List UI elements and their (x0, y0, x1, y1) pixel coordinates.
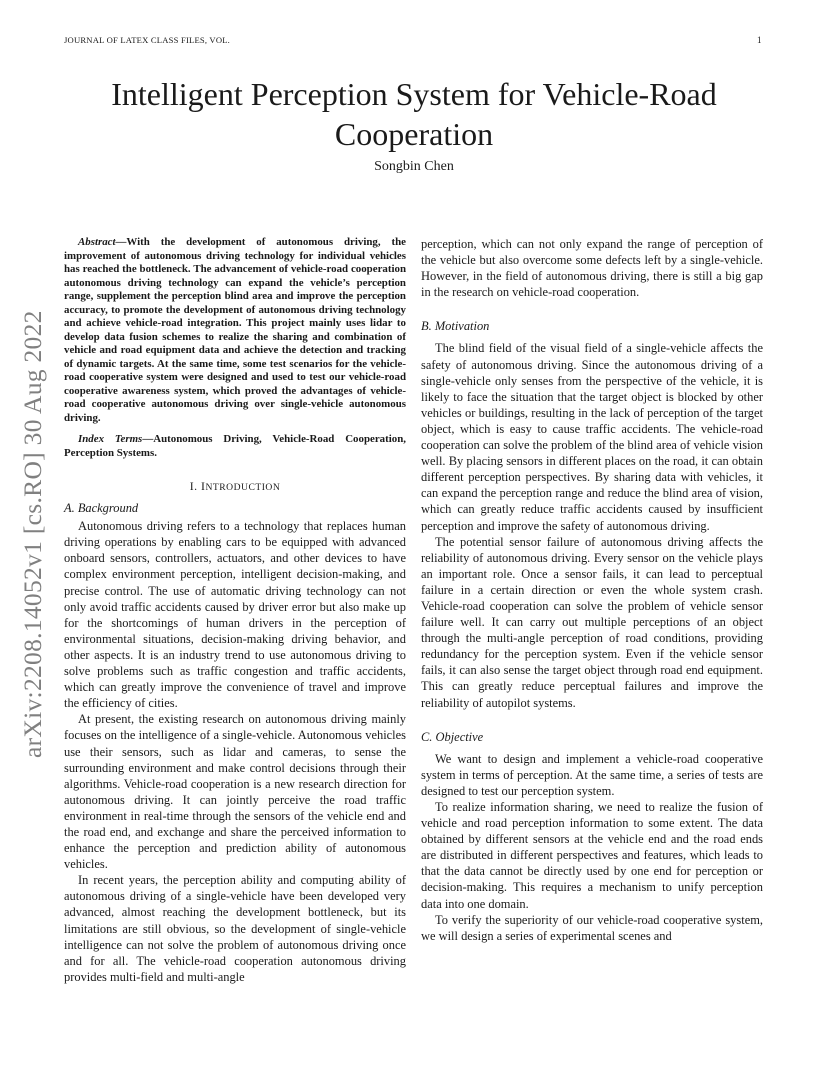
section-heading-introduction: I. INTRODUCTION (189, 479, 281, 493)
index-terms-label: Index Terms (78, 433, 143, 445)
paper-title: Intelligent Perception System for Vehicle-Road Cooperation (111, 76, 717, 152)
right-column (421, 236, 763, 944)
page-number: 1 (757, 35, 762, 45)
index-terms (64, 433, 406, 460)
paragraph-objective-1: We want to design and implement a vehicle-road cooperative system in terms of perception. At the same time, a series of tests are designed to test our perception system. (421, 751, 763, 798)
abstract-text: —With the development of autonomous driving, the improvement of autonomous driving technology for individual vehicles has reached the bottleneck. The advancement of vehicle-road cooperation autonomous driving technology can expand the vehicle’s perception range, supplement the perception blind area and improve the perception accuracy, to promote the development of autonomous driving technology and achieve vehicle-road integration. This project mainly uses lidar to develop data fusion schemes to realize the sharing and combination of vehicle and road equipment data and achieve the detection and tracking of dynamic targets. At the same time, some test scenarios for the vehicle-road cooperative system were designed and used to test our vehicle-road cooperative awareness system, which proved the advantages of vehicle-road cooperative autonomous driving over single-vehicle autonomous driving. (64, 236, 406, 424)
arxiv-identifier-stamp: arXiv:2208.14052v1 [cs.RO] 30 Aug 2022 (18, 310, 47, 758)
abstract-label: Abstract (78, 236, 116, 248)
subsection-heading-background: A. Background (64, 501, 139, 516)
paragraph-background-3-continued: perception, which can not only expand the range of perception of the vehicle but also overcome some defects left by a single-vehicle. However, in the field of autonomous driving, there is still a big gap in the research on vehicle-road cooperation. (421, 237, 763, 300)
index-terms-text: —Autonomous Driving, Vehicle-Road Cooperation, Perception Systems. (64, 433, 406, 459)
paragraph-background-3: In recent years, the perception ability and computing ability of autonomous driving of a single-vehicle have been developed very advanced, almost reaching the development bottleneck, but its limitations are still obvious, so the development of single-vehicle intelligence can not solve the problem of autonomous driving once and for all. The vehicle-road cooperation autonomous driving provides multi-field and multi-angle (64, 873, 406, 984)
subsection-heading-objective: C. Objective (421, 729, 484, 744)
paragraph-background-2: At present, the existing research on autonomous driving mainly focuses on the intelligence of a single-vehicle. Autonomous vehicles use their sensors, such as lidar and cameras, to sense the surrounding environment and make control decisions through their algorithms. Vehicle-road cooperation is a new research direction for autonomous driving. It can jointly perceive the road traffic environment in real-time through the sensors of the vehicle end and the road end, and exchange and share the perceived information to enhance the perception and prediction ability of autonomous vehicles. (64, 712, 406, 872)
subsection-heading-motivation: B. Motivation (421, 319, 490, 334)
paragraph-objective-2: To realize information sharing, we need to realize the fusion of vehicle and road perception information to some extent. The data obtained by different sensors at the vehicle end and the road ends are distributed in different perspectives and features, which leads to that the data cannot be directly used by one end for perception or decision-making. This requires a mechanism to unify perception data into one domain. (421, 800, 763, 911)
paragraph-objective-3: To verify the superiority of our vehicle-road cooperative system, we will design a series of experimental scenes and (421, 912, 763, 943)
left-column (64, 236, 406, 985)
paragraph-background-1: Autonomous driving refers to a technology that replaces human driving operations by enabling cars to be equipped with advanced onboard sensors, controllers, actuators, and other devices to have complex environment perception, intelligent decision-making, and precise control. The use of automatic driving technology can not only avoid traffic accidents caused by driver error but also make up for the shortcomings of human drivers in the perception of environmental situations, decision-making driving behavior, and other aspects. It is an industry trend to use autonomous driving to solve problems such as traffic congestion and traffic accidents, which can greatly improve the convenience of travel and improve the efficiency of cities. (64, 519, 406, 711)
paragraph-motivation-1: The blind field of the visual field of a single-vehicle affects the safety of autonomous driving. Since the autonomous driving of a single-vehicle only senses from the perspective of the vehicle, it is likely to face the situation that the target object is blocked by other vehicles or buildings, resulting in the lack of perception of the target object, which is easy to cause traffic accidents. The vehicle-road cooperation can solve the problem of the blind area of vehicle vision well. By placing sensors in different places on the road, it can obtain different perception perspectives. By sharing data with vehicles, it can expand the perception range and reduce the blind area of vision, which can greatly reduce traffic accidents caused by insufficient perception and improve the safety of autonomous driving. (421, 341, 763, 533)
running-header: JOURNAL OF LATEX CLASS FILES, VOL. (64, 35, 231, 45)
paragraph-motivation-2: The potential sensor failure of autonomous driving affects the reliability of autonomous driving. Every sensor on the vehicle plays an important role. Once a sensor fails, it can lead to perceptual failure in a certain direction or even the whole system crash. Vehicle-road cooperation can solve the problem of vehicle sensor failure well. It can carry out multiple perceptions of an object through the multi-angle perception of road conditions, providing redundancy for the perception system. Even if the vehicle sensor fails, it can also sense the target object through road end equipment. This can greatly reduce perceptual failures and improve the reliability of autopilot systems. (421, 534, 763, 710)
author-name: Songbin Chen (374, 159, 454, 174)
abstract (64, 236, 406, 425)
